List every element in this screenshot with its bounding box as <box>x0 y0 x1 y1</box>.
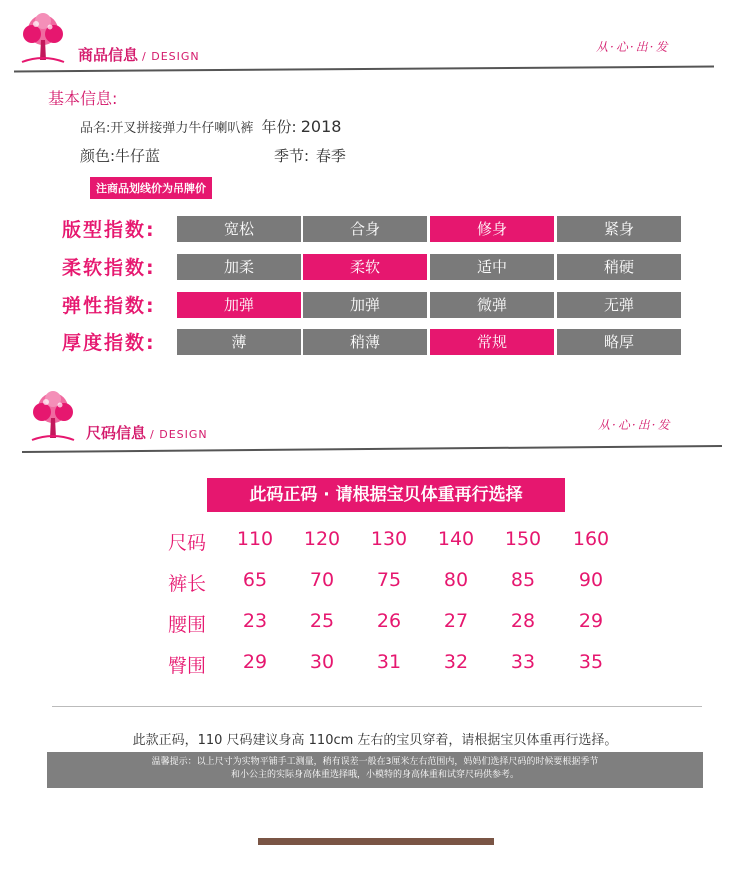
index-label: 版型指数: <box>62 219 156 241</box>
section-title: 尺码信息 / DESIGN <box>86 424 208 442</box>
size-cell: 31 <box>376 651 402 673</box>
index-option: 薄 <box>177 329 301 355</box>
size-cell: 90 <box>578 569 604 591</box>
size-cell: 130 <box>370 528 408 550</box>
header-divider <box>14 66 714 73</box>
index-label: 弹性指数: <box>62 295 156 317</box>
size-cell: 65 <box>242 569 268 591</box>
tip-box <box>47 752 703 788</box>
index-option-selected: 柔软 <box>303 254 427 280</box>
index-option: 无弹 <box>557 292 681 318</box>
size-cell: 85 <box>510 569 536 591</box>
basic-info-label: 基本信息: <box>48 89 118 108</box>
product-name-line: 品名:开叉拼接弹力牛仔喇叭裤 年份: 2018 <box>80 117 342 136</box>
size-row-label: 裤长 <box>168 573 207 595</box>
index-option-selected: 加弹 <box>177 292 301 318</box>
index-option: 适中 <box>430 254 554 280</box>
size-cell: 28 <box>510 610 536 632</box>
goods-info-header <box>0 8 750 78</box>
table-divider <box>52 706 702 707</box>
size-cell: 75 <box>376 569 402 591</box>
index-option: 加弹 <box>303 292 427 318</box>
size-cell: 26 <box>376 610 402 632</box>
size-cell: 35 <box>578 651 604 673</box>
index-option: 微弹 <box>430 292 554 318</box>
price-note-tag: 注商品划线价为吊牌价 <box>90 177 212 199</box>
index-option: 略厚 <box>557 329 681 355</box>
size-cell: 110 <box>236 528 274 550</box>
size-cell: 25 <box>309 610 335 632</box>
tip-line: 和小公主的实际身高体重选择哦，小模特的身高体重和试穿尺码供参考。 <box>230 770 519 780</box>
signature-text: 从·心·出·发 <box>598 418 672 432</box>
size-cell: 29 <box>578 610 604 632</box>
size-cell: 29 <box>242 651 268 673</box>
index-option: 合身 <box>303 216 427 242</box>
season-line: 季节: 春季 <box>274 147 346 165</box>
size-cell: 33 <box>510 651 536 673</box>
size-cell: 160 <box>572 528 610 550</box>
size-cell: 120 <box>303 528 341 550</box>
size-cell: 140 <box>437 528 475 550</box>
size-row-label: 尺码 <box>168 532 207 554</box>
bottom-bar <box>258 838 494 845</box>
index-label: 柔软指数: <box>62 257 156 279</box>
index-option-selected: 常规 <box>430 329 554 355</box>
size-row-label: 臀围 <box>168 655 207 677</box>
index-option: 紧身 <box>557 216 681 242</box>
index-option-selected: 修身 <box>430 216 554 242</box>
pink-tree-icon <box>24 388 82 446</box>
index-option: 稍硬 <box>557 254 681 280</box>
size-note: 此款正码，110 尺码建议身高 110cm 左右的宝贝穿着，请根据宝贝体重再行选择。 <box>132 733 618 748</box>
size-cell: 30 <box>309 651 335 673</box>
size-banner: 此码正码 · 请根据宝贝体重再行选择 <box>207 478 565 512</box>
section-title: 商品信息 / DESIGN <box>78 46 200 64</box>
signature-text: 从·心·出·发 <box>596 40 670 54</box>
index-option: 稍薄 <box>303 329 427 355</box>
size-cell: 150 <box>504 528 542 550</box>
size-row-label: 腰围 <box>168 614 207 636</box>
size-cell: 23 <box>242 610 268 632</box>
size-cell: 70 <box>309 569 335 591</box>
header-divider <box>22 445 722 453</box>
size-info-header <box>0 386 750 456</box>
index-label: 厚度指数: <box>62 332 156 354</box>
index-option: 加柔 <box>177 254 301 280</box>
color-season-line: 颜色:牛仔蓝 <box>80 147 161 165</box>
size-cell: 80 <box>443 569 469 591</box>
size-cell: 32 <box>443 651 469 673</box>
index-option: 宽松 <box>177 216 301 242</box>
size-cell: 27 <box>443 610 469 632</box>
tip-line: 温馨提示：以上尺寸为实物平铺手工测量，稍有误差一般在3厘米左右范围内，妈妈们选择尺码的时候要根据季节 <box>151 757 599 767</box>
pink-tree-icon <box>14 10 72 68</box>
